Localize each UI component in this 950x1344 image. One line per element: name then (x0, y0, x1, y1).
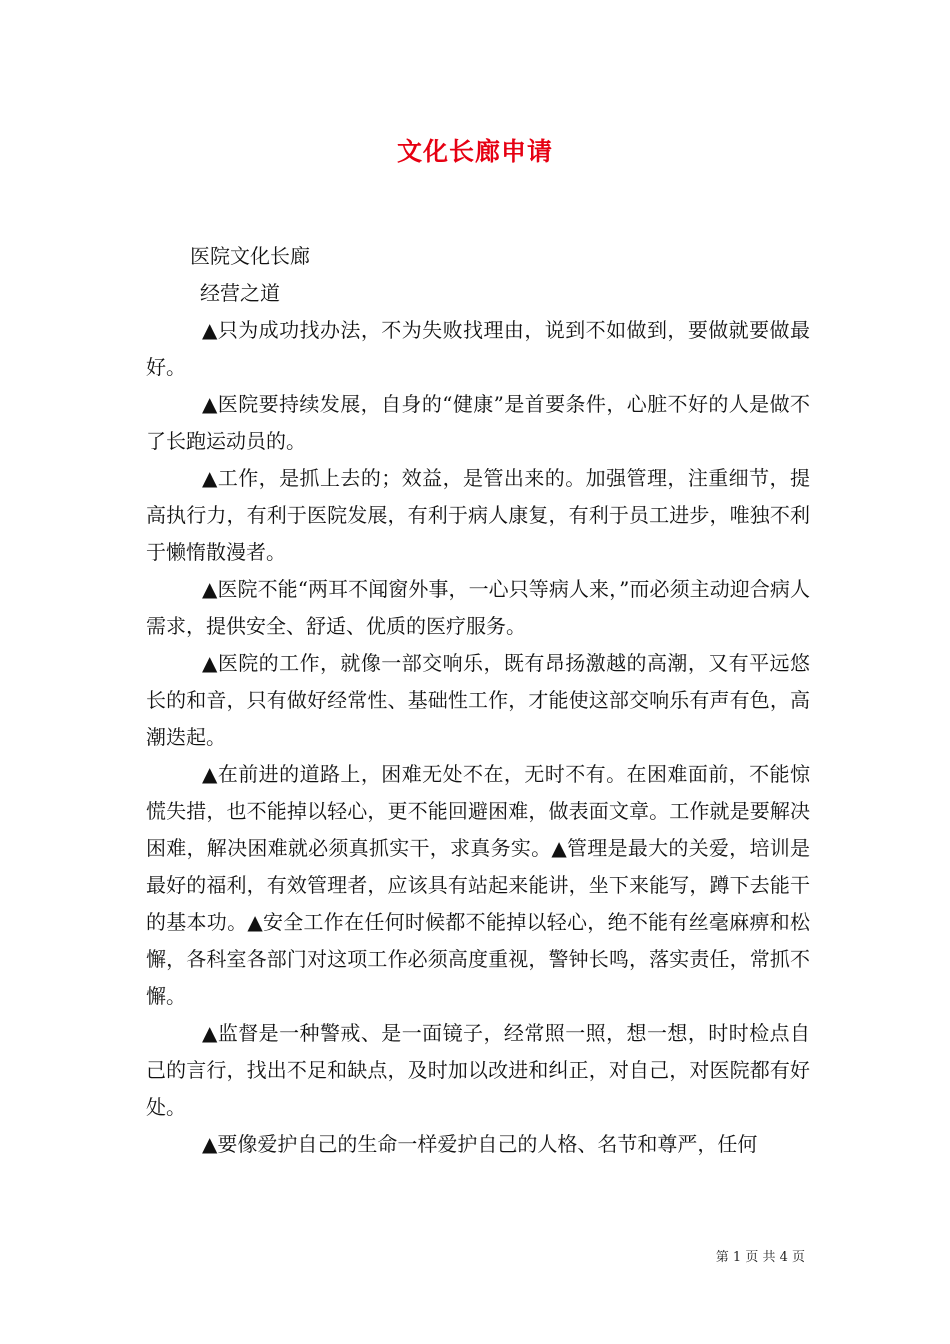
document-title: 文化长廊申请 (396, 137, 553, 166)
page-number: 第 1 页 共 4 页 (715, 1250, 805, 1265)
document-body (146, 238, 810, 1163)
paragraph: ▲监督是一种警戒、是一面镜子，经常照一照，想一想，时时检点自己的言行，找出不足和缺点，及时加以改进和纠正，对自己，对医院都有好处。 (146, 1021, 810, 1119)
paragraph: ▲工作，是抓上去的；效益，是管出来的。加强管理，注重细节，提高执行力，有利于医院发展，有利于病人康复，有利于员工进步，唯独不利于懒惰散漫者。 (146, 466, 810, 564)
section-subheading: 经营之道 (200, 281, 280, 305)
paragraph: ▲医院的工作，就像一部交响乐，既有昂扬激越的高潮，又有平远悠长的和音，只有做好经常性、基础性工作，才能使这部交响乐有声有色，高潮迭起。 (146, 651, 810, 749)
paragraph: ▲医院要持续发展，自身的“健康”是首要条件，心脏不好的人是做不了长跑运动员的。 (146, 392, 810, 453)
paragraph: ▲要像爱护自己的生命一样爱护自己的人格、名节和尊严，任何 (202, 1132, 758, 1156)
paragraph: ▲在前进的道路上，困难无处不在，无时不有。在困难面前，不能惊慌失措，也不能掉以轻心，更不能回避困难，做表面文章。工作就是要解决困难，解决困难就必须真抓实干，求真务实。▲管理是最大的关爱，培训是最好的福利，有效管理者，应该具有站起来能讲，坐下来能写，蹲下去能干的基本功。▲安全工作在任何时候都不能掉以轻心，绝不能有丝毫麻痹和松懈，各科室各部门对这项工作必须高度重视，警钟长鸣，落实责任，常抓不懈。 (146, 762, 810, 1008)
section-heading: 医院文化长廊 (190, 244, 310, 268)
paragraph: ▲医院不能“两耳不闻窗外事，一心只等病人来，”而必须主动迎合病人需求，提供安全、舒适、优质的医疗服务。 (146, 577, 810, 638)
paragraph: ▲只为成功找办法，不为失败找理由，说到不如做到，要做就要做最好。 (146, 318, 810, 379)
